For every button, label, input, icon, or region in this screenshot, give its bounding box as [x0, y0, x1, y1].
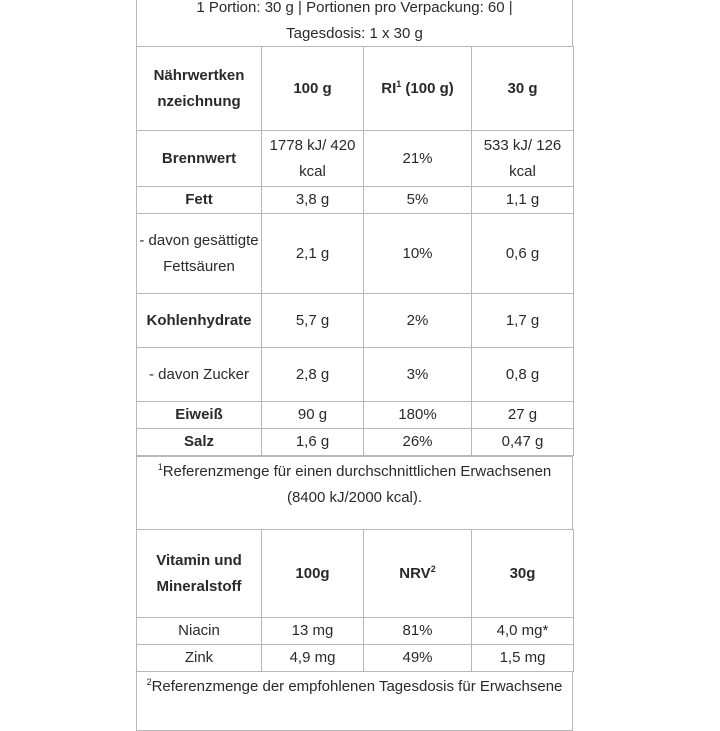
nrv-footnote: $^2$Referenzmenge der empfohlenen Tagesdosis für Erwachsene [136, 672, 573, 731]
vitamin-table [136, 529, 574, 672]
col-header-ri: $RI^1$ (100 g) [364, 47, 472, 131]
col-header-100g: 100g [262, 530, 364, 618]
table-row: - davon Zucker 2,8 g 3% 0,8 g [137, 348, 574, 402]
col-header-label: Vitamin und Mineralstoff [137, 530, 262, 618]
nutrition-table [136, 46, 574, 456]
vitamin-header-row [137, 530, 574, 618]
col-header-label: Nährwertken nzeichnung [137, 47, 262, 131]
nutrition-facts [136, 0, 573, 731]
table-row: Kohlenhydrate 5,7 g 2% 1,7 g [137, 294, 574, 348]
table-row: - davon gesättigte Fettsäuren 2,1 g 10% 0,6 g [137, 214, 574, 294]
col-header-30g: 30g [472, 530, 574, 618]
col-header-30g: 30 g [472, 47, 574, 131]
spacer [136, 519, 573, 529]
serving-info [136, 0, 573, 46]
col-header-100g: 100 g [262, 47, 364, 131]
serving-line-1: 1 Portion: 30 g | Portionen pro Verpackung: 60 | [196, 0, 513, 16]
table-row: Brennwert 1778 kJ/ 420 kcal 21% 533 kJ/ 126 kcal [137, 131, 574, 187]
table-row: Fett 3,8 g 5% 1,1 g [137, 187, 574, 214]
nutrition-header-row [137, 47, 574, 131]
table-row: Salz 1,6 g 26% 0,47 g [137, 429, 574, 456]
table-row: Eiweiß 90 g 180% 27 g [137, 402, 574, 429]
table-row: Zink 4,9 mg 49% 1,5 mg [137, 645, 574, 672]
serving-line-2: Tagesdosis: 1 x 30 g [286, 25, 423, 42]
col-header-nrv: NRV$^2$ [364, 530, 472, 618]
ri-footnote: $^1$Referenzmenge für einen durchschnittlichen Erwachsenen (8400 kJ/2000 kcal). [136, 456, 573, 519]
table-row: Niacin 13 mg 81% 4,0 mg* [137, 618, 574, 645]
